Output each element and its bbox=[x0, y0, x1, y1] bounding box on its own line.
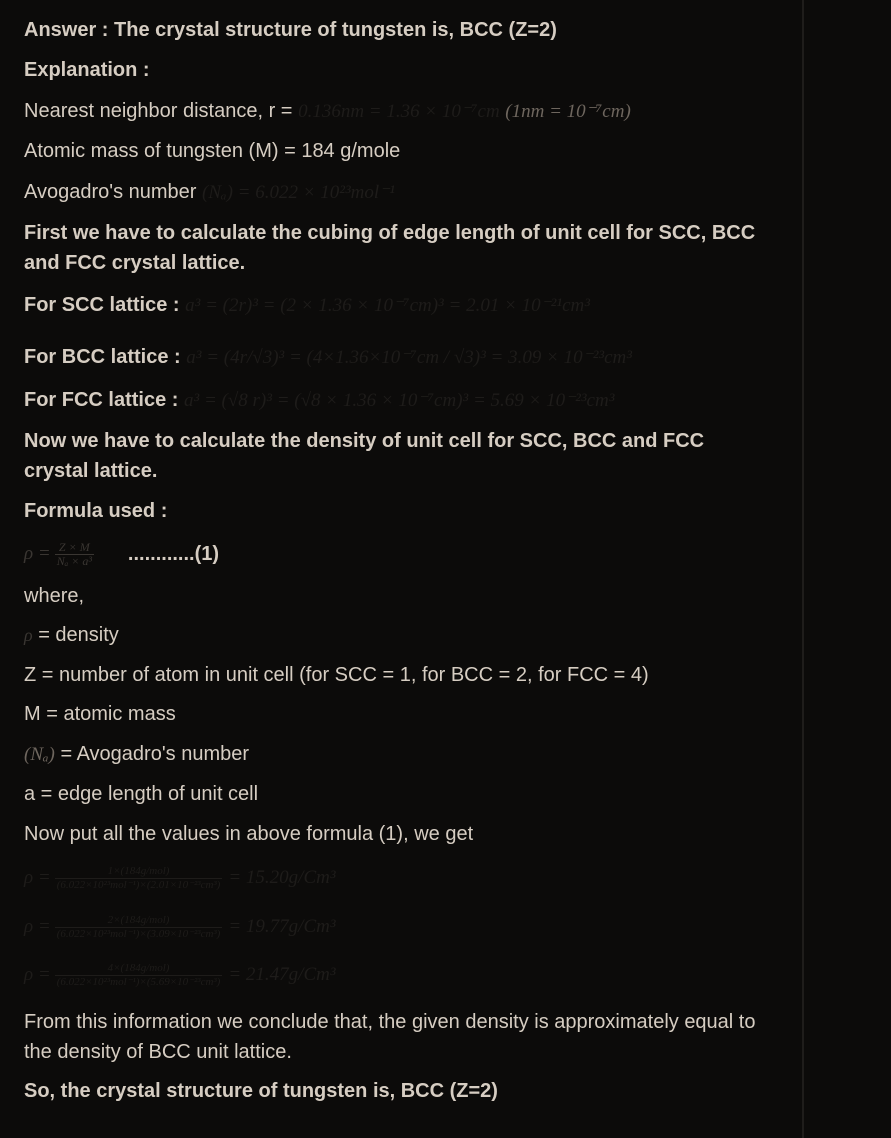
bcc-denominator: (6.022×10²³mol⁻¹)×(3.09×10⁻²³cm³) bbox=[56, 927, 221, 940]
fcc-fraction bbox=[55, 962, 223, 989]
avogadro-label: Avogadro's number bbox=[24, 181, 197, 203]
r-value: 0.136nm = 1.36 × 10⁻⁷cm bbox=[298, 101, 500, 122]
unit-note: (1nm = 10⁻⁷cm) bbox=[505, 101, 631, 122]
avogadro-value: (Nₐ) = 6.022 × 10²³mol⁻¹ bbox=[202, 182, 395, 203]
scc-denominator: (6.022×10²³mol⁻¹)×(2.01×10⁻²³cm³) bbox=[56, 878, 221, 891]
formula-fraction bbox=[55, 541, 94, 568]
explanation-heading: Explanation : bbox=[24, 59, 150, 81]
rho-symbol: ρ = bbox=[24, 867, 51, 888]
density-formula bbox=[24, 536, 219, 572]
scc-density-result: = 15.20g/Cm³ bbox=[228, 867, 336, 888]
atomic-mass-line: Atomic mass of tungsten (M) = 184 g/mole bbox=[24, 140, 401, 162]
step3-text: Now put all the values in above formula (1), we get bbox=[24, 823, 474, 845]
step1-text: First we have to calculate the cubing of edge length of unit cell for SCC, BCC and FCC crystal lattice. bbox=[24, 222, 756, 274]
def-density-text: = density bbox=[32, 624, 119, 646]
rho-symbol: ρ = bbox=[24, 964, 51, 985]
bcc-label: For BCC lattice : bbox=[24, 346, 181, 368]
fcc-formula: a³ = (√8 r)³ = (√8 × 1.36 × 10⁻⁷cm)³ = 5.69 × 10⁻²³cm³ bbox=[184, 390, 615, 411]
na-symbol: (Nₐ) bbox=[24, 744, 55, 765]
def-a: a = edge length of unit cell bbox=[24, 783, 259, 805]
where-label: where, bbox=[24, 585, 85, 607]
density-calc-fcc bbox=[24, 955, 336, 995]
equation-tag: ............(1) bbox=[127, 543, 220, 565]
scc-label: For SCC lattice : bbox=[24, 294, 180, 316]
def-na bbox=[24, 739, 249, 770]
step2-text: Now we have to calculate the density of unit cell for SCC, BCC and FCC crystal lattice. bbox=[24, 430, 705, 482]
bcc-density-result: = 19.77g/Cm³ bbox=[228, 916, 336, 937]
def-na-text: = Avogadro's number bbox=[54, 743, 250, 765]
def-density bbox=[24, 620, 119, 650]
rho-symbol: ρ = bbox=[24, 916, 51, 937]
def-z: Z = number of atom in unit cell (for SCC = 1, for BCC = 2, for FCC = 4) bbox=[24, 664, 649, 686]
fcc-density-result: = 21.47g/Cm³ bbox=[228, 964, 336, 985]
fcc-numerator: 4×(184g/mol) bbox=[55, 962, 223, 976]
formula-lhs: ρ = bbox=[24, 543, 51, 564]
scc-line bbox=[24, 290, 590, 321]
rho-symbol: ρ bbox=[24, 625, 33, 645]
final-answer: So, the crystal structure of tungsten is, BCC (Z=2) bbox=[24, 1080, 498, 1102]
nearest-neighbor-line bbox=[24, 96, 631, 127]
avogadro-line bbox=[24, 177, 395, 208]
bcc-numerator: 2×(184g/mol) bbox=[55, 914, 223, 928]
fcc-denominator: (6.022×10²³mol⁻¹)×(5.69×10⁻²³cm³) bbox=[56, 975, 221, 988]
scc-formula: a³ = (2r)³ = (2 × 1.36 × 10⁻⁷cm)³ = 2.01 × 10⁻²¹cm³ bbox=[185, 295, 590, 316]
scc-numerator: 1×(184g/mol) bbox=[55, 865, 223, 879]
density-calc-scc bbox=[24, 858, 336, 898]
bcc-formula: a³ = (4r/√3)³ = (4×1.36×10⁻⁷cm / √3)³ = 3.09 × 10⁻²³cm³ bbox=[186, 347, 632, 368]
def-m: M = atomic mass bbox=[24, 703, 176, 725]
conclusion-text: From this information we conclude that, the given density is approximately equal to the density of BCC unit lattice. bbox=[24, 1011, 756, 1063]
formula-numerator: Z × M bbox=[55, 541, 94, 555]
bcc-line bbox=[24, 342, 632, 373]
fcc-label: For FCC lattice : bbox=[24, 389, 179, 411]
fcc-line bbox=[24, 385, 614, 416]
bcc-fraction bbox=[55, 914, 223, 941]
density-calc-bcc bbox=[24, 907, 336, 947]
formula-heading: Formula used : bbox=[24, 500, 168, 522]
r-label: Nearest neighbor distance, r = bbox=[24, 100, 293, 122]
formula-denominator: Nₐ × a³ bbox=[56, 553, 92, 568]
scc-fraction bbox=[55, 865, 223, 892]
right-panel-divider bbox=[802, 0, 804, 1138]
answer-heading: Answer : The crystal structure of tungsten is, BCC (Z=2) bbox=[24, 19, 557, 41]
